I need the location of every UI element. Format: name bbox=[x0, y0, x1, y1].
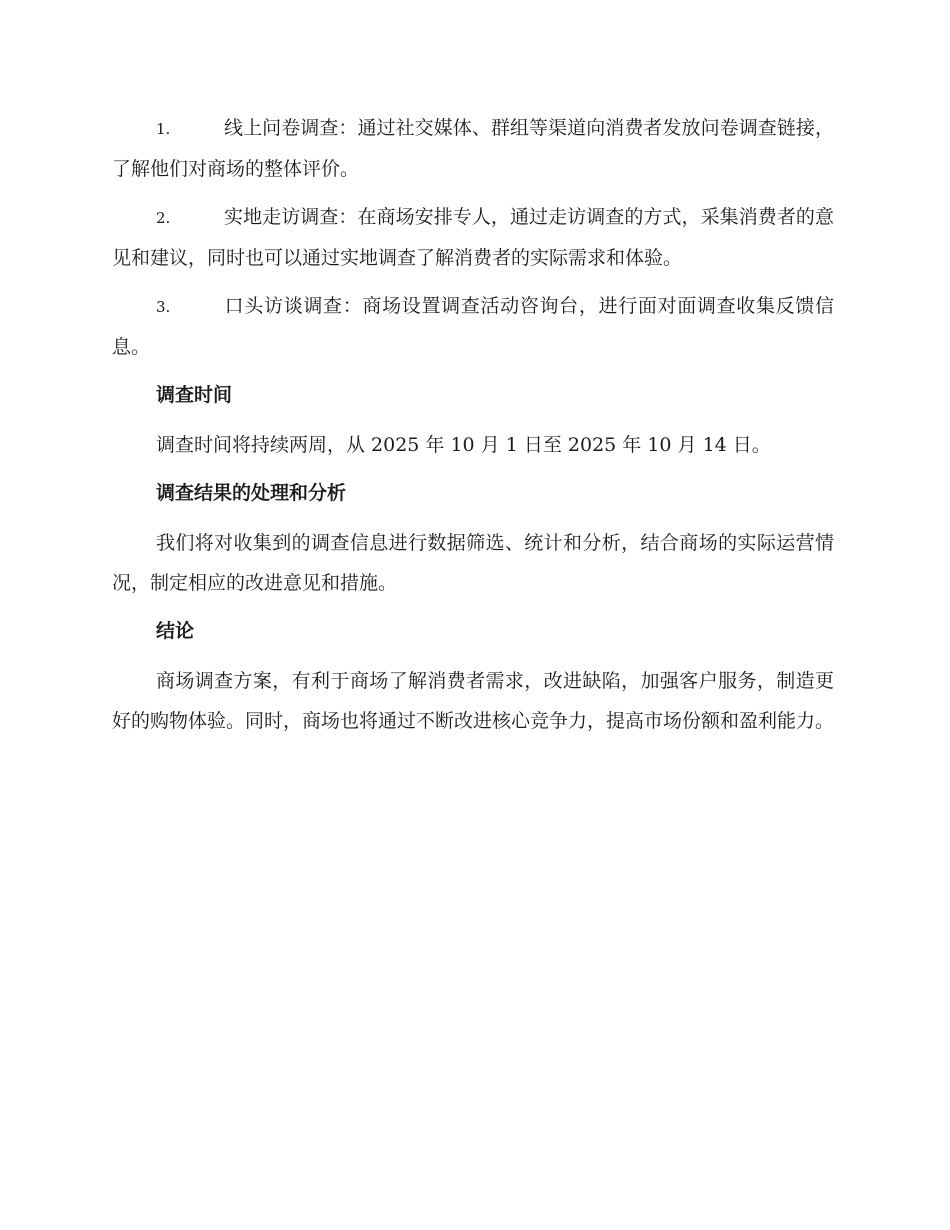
list-item-method-3 bbox=[112, 286, 834, 367]
list-item-text: 实地走访调查：在商场安排专人，通过走访调查的方式，采集消费者的意见和建议，同时也可以通过实地调查了解消费者的实际需求和体验。 bbox=[112, 206, 834, 269]
list-number: 3. bbox=[156, 298, 171, 316]
paragraph-survey-time: 调查时间将持续两周，从 2025 年 10 月 1 日至 2025 年 10 月 14 日。 bbox=[156, 434, 771, 456]
paragraph-result-analysis: 我们将对收集到的调查信息进行数据筛选、统计和分析，结合商场的实际运营情况，制定相应的改进意见和措施。 bbox=[112, 532, 834, 594]
heading-conclusion: 结论 bbox=[156, 620, 195, 642]
document-page bbox=[112, 108, 834, 749]
heading-result-analysis: 调查结果的处理和分析 bbox=[156, 482, 347, 504]
list-item-text: 口头访谈调查：商场设置调查活动咨询台，进行面对面调查收集反馈信息。 bbox=[112, 295, 834, 358]
list-item-method-1 bbox=[112, 108, 834, 189]
list-item-method-2 bbox=[112, 197, 834, 278]
list-number: 1. bbox=[156, 120, 171, 138]
heading-survey-time: 调查时间 bbox=[156, 384, 233, 406]
list-item-text: 线上问卷调查：通过社交媒体、群组等渠道向消费者发放问卷调查链接，了解他们对商场的整体评价。 bbox=[112, 117, 834, 180]
paragraph-conclusion: 商场调查方案，有利于商场了解消费者需求，改进缺陷，加强客户服务，制造更好的购物体验。同时，商场也将通过不断改进核心竞争力，提高市场份额和盈利能力。 bbox=[112, 670, 835, 732]
list-number: 2. bbox=[156, 209, 171, 227]
